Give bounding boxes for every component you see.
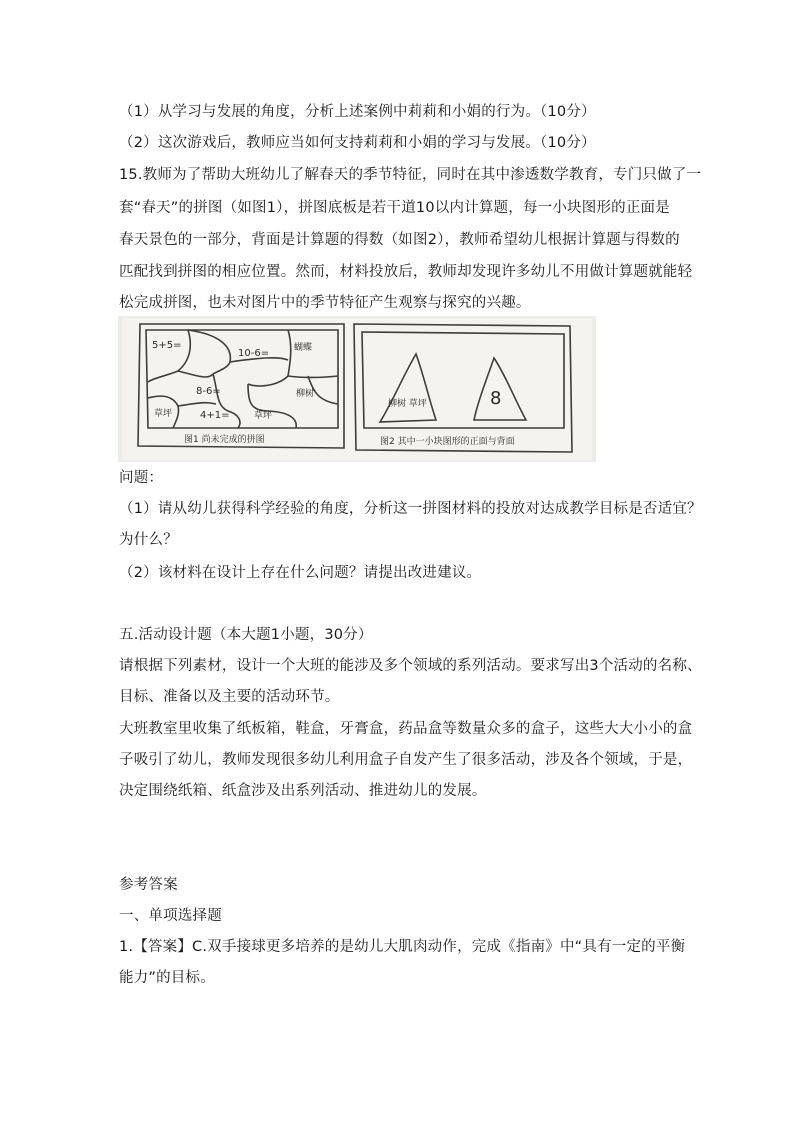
- q14-sub2: （2）这次游戏后，教师应当如何支持莉莉和小娟的学习与发展。（10分）: [119, 135, 596, 151]
- question-label: 问题：: [119, 470, 164, 486]
- section5-line-3: 大班教室里收集了纸板箱，鞋盒，牙膏盒，药品盒等数量众多的盒子，这些大大小小的盒: [119, 721, 693, 737]
- fig1-cell-5: 草坪: [154, 409, 173, 419]
- q14-sub1: （1）从学习与发展的角度，分析上述案例中莉莉和小娟的行为。（10分）: [119, 104, 596, 120]
- q15-sub2: （2）该材料在设计上存在什么问题？请提出改进建议。: [119, 565, 482, 581]
- q15-line-3: 春天景色的一部分，背面是计算题的得数（如图2），教师希望幼儿根据计算题与得数的: [119, 232, 680, 248]
- answers-title: 参考答案: [119, 877, 178, 893]
- q15-line-2: 套“春天”的拼图（如图1），拼图底板是若干道10以内计算题，每一小块图形的正面是: [119, 200, 670, 216]
- q15-sub1-line-1: （1）请从幼儿获得科学经验的角度，分析这一拼图材料的投放对达成教学目标是否适宜？: [119, 501, 702, 517]
- q15-line-1: 15.教师为了帮助大班幼儿了解春天的季节特征，同时在其中渗透数学教育，专门只做了一: [119, 167, 702, 183]
- fig1-cell-2: 10-6=: [238, 348, 270, 359]
- section5-line-2: 目标、准备以及主要的活动环节。: [119, 689, 340, 705]
- fig1-cell-1: 5+5=: [152, 340, 182, 351]
- fig2-piece-left-label: 柳树 草坪: [388, 399, 427, 409]
- section5-title: 五.活动设计题（本大题1小题，30分）: [119, 627, 373, 643]
- fig1-cell-4: 4+1=: [200, 410, 230, 421]
- section5-line-4: 子吸引了幼儿，教师发现很多幼儿利用盒子自发产生了很多活动，涉及各个领域，于是，: [119, 752, 693, 768]
- q15-sub1-line-2: 为什么？: [119, 532, 178, 548]
- puzzle-figure: [118, 316, 596, 462]
- fig1-cell-7: 柳树: [296, 389, 315, 399]
- q15-line-5: 松完成拼图，也未对图片中的季节特征产生观察与探究的兴趣。: [119, 295, 531, 311]
- q15-line-4: 匹配找到拼图的相应位置。然而，材料投放后，教师却发现许多幼儿不用做计算题就能轻: [119, 264, 693, 280]
- answer-1-line-2: 能力”的目标。: [119, 970, 215, 986]
- fig2-piece-right-label: 8: [490, 388, 502, 409]
- fig1-cell-6: 草坪: [254, 411, 273, 421]
- answer-1-line-1: 1.【答案】C.双手接球更多培养的是幼儿大肌肉动作，完成《指南》中“具有一定的平衡: [119, 939, 686, 955]
- fig1-cell-3: 8-6=: [196, 386, 221, 397]
- fig1-caption: 图1 尚未完成的拼图: [184, 435, 265, 445]
- answers-section-1: 一、单项选择题: [119, 908, 222, 924]
- fig2-caption: 图2 其中一小块图形的正面与背面: [380, 437, 515, 447]
- puzzle-figure-drawing: [118, 316, 596, 462]
- section5-line-1: 请根据下列素材，设计一个大班的能涉及多个领域的系列活动。要求写出3个活动的名称、: [119, 658, 702, 674]
- section5-line-5: 决定围绕纸箱、纸盒涉及出系列活动、推进幼儿的发展。: [119, 783, 487, 799]
- fig1-cell-8: 蝴蝶: [294, 343, 313, 353]
